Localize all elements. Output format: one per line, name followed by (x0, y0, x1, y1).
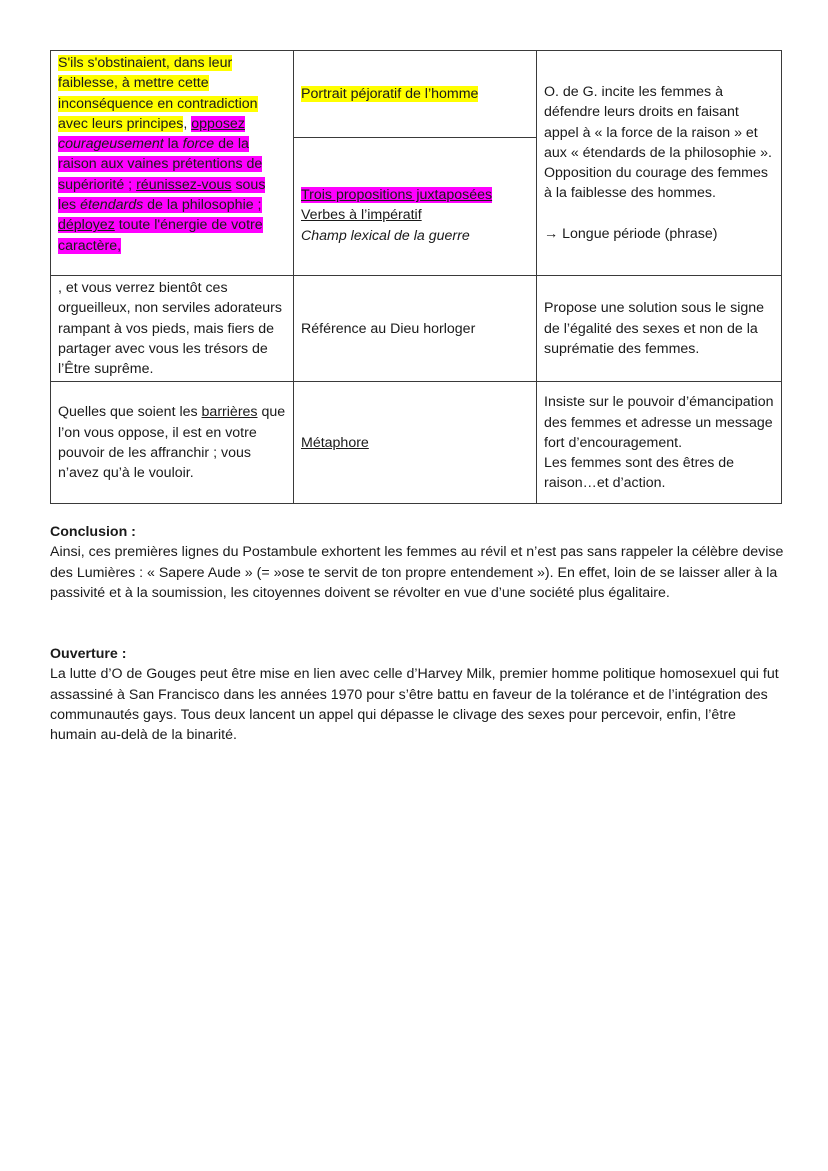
quote-segment: courageusement (58, 136, 164, 153)
conclusion-heading: Conclusion : (50, 524, 136, 540)
underlined-word: barrières (201, 404, 258, 421)
quote-segment: réunissez-vous (136, 176, 232, 193)
quote-segment: déployez (58, 217, 115, 234)
interpretation-line: Les femmes sont des êtres de raison…et d’action. (544, 455, 735, 492)
conclusion-section (50, 522, 785, 603)
quote-segment: de la philosophie ; (143, 197, 262, 214)
quote-cell (51, 51, 294, 276)
table-row (51, 382, 782, 504)
ouverture-heading: Ouverture : (50, 646, 127, 662)
analysis-line: Métaphore (301, 434, 369, 451)
interpretation-line: O. de G. incite les femmes à défendre leurs droits en faisant appel à « la force de la raison » et aux « étendards de la philosophie ». (544, 83, 772, 161)
analysis-cell: Référence au Dieu horloger (294, 276, 537, 382)
analysis-line: Verbes à l’impératif (301, 207, 422, 224)
quote-segment: la (163, 136, 183, 153)
interpretation-line: Insiste sur le pouvoir d’émancipation des femmes et adresse un message fort d’encouragement. (544, 394, 774, 451)
interpretation-spacer (544, 204, 775, 224)
quote-text: Quelles que soient les (58, 404, 202, 421)
conclusion-text: Ainsi, ces premières lignes du Postambule exhortent les femmes au révil et n’est pas sans rappeler la célèbre devise des Lumières : « Sapere Aude » (= »ose te servit de ton propre entendement »). En effet, loin de se laisser aller à la passivité et à la soumission, les citoyennes doivent se révolter en vue d’une société plus égalitaire. (50, 544, 784, 601)
table-row (51, 276, 782, 382)
quote-segment: toute l'énergie de votre caractère, (58, 217, 263, 254)
highlighted-text: Trois propositions juxtaposées (301, 187, 493, 204)
interpretation-cell: Propose une solution sous le signe de l’égalité des sexes et non de la suprématie des femmes. (537, 276, 782, 382)
quote-segment: opposez (191, 115, 245, 132)
analysis-line: Champ lexical de la guerre (301, 227, 470, 244)
interpretation-line: Opposition du courage des femmes à la faiblesse des hommes. (544, 165, 768, 202)
ouverture-section (50, 644, 785, 745)
interpretation-line: → Longue période (phrase) (544, 225, 718, 242)
quote-segment: étendards (80, 197, 144, 214)
quote-text: que l’on vous oppose, il est en votre pouvoir de les affranchir ; vous n’avez qu’à le vouloir. (58, 404, 286, 482)
analysis-cell (294, 138, 537, 276)
analysis-cell (294, 382, 537, 504)
highlighted-text: Portrait péjoratif de l’homme (301, 85, 479, 102)
interpretation-cell (537, 51, 782, 276)
ouverture-text: La lutte d’O de Gouges peut être mise en lien avec celle d’Harvey Milk, premier homme politique homosexuel qui fut assassiné à San Francisco dans les années 1970 pour s’être battu en faveur de la tolérance et de l’intégration des communautés gays. Tous deux lancent un appel qui dépasse le clivage des sexes pour percevoir, enfin, l’être humain au-delà de la binarité. (50, 666, 779, 744)
quote-segment: de la raison aux vaines prétentions de supériorité ; (58, 136, 263, 193)
quote-segment: S'ils s'obstinaient, dans leur faiblesse, à mettre cette inconséquence en contradiction avec leurs principes (58, 55, 258, 132)
interpretation-cell (537, 382, 782, 504)
table-row (51, 51, 782, 138)
quote-segment: , (183, 115, 192, 132)
analysis-table (50, 50, 782, 504)
quote-cell: , et vous verrez bientôt ces orgueilleux, non serviles adorateurs rampant à vos pieds, mais fiers de partager avec vous les trésors de l’Être suprême. (51, 276, 294, 382)
analysis-cell (294, 51, 537, 138)
quote-segment: force (182, 136, 215, 153)
quote-segment: sous les (58, 176, 266, 214)
quote-cell (51, 382, 294, 504)
